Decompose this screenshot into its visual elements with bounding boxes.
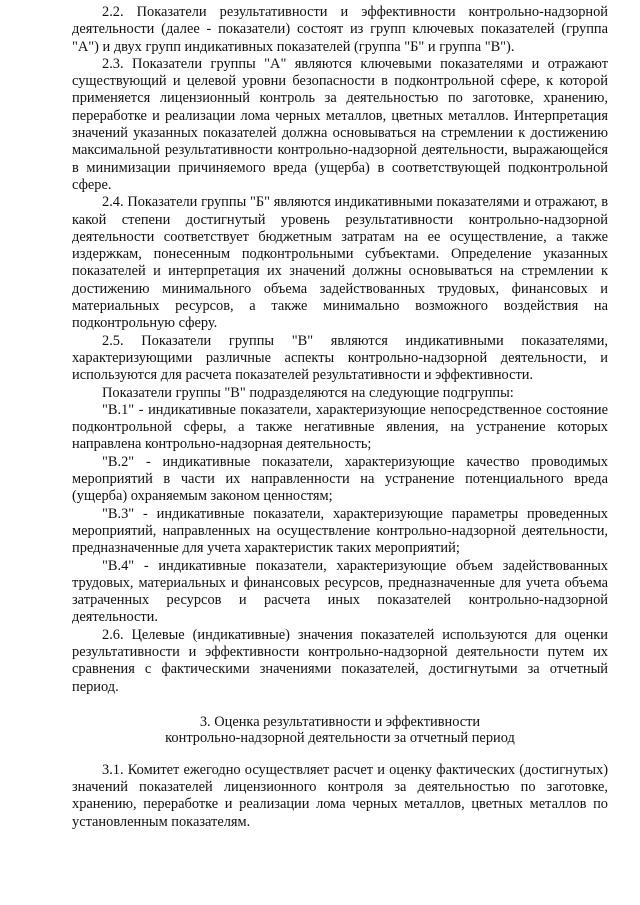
section-heading [72, 714, 608, 747]
paragraph-2-4: 2.4. Показатели группы "Б" являются индикативными показателями и отражают, в какой степени достигнутый уровень результативности контрольно-надзорной деятельности соответствует бюджетным затратам на ее осуществление, а также издержкам, понесенным подконтрольными субъектами. Определение указанных показателей и интерпретация их значений должны основываться на стремлении к достижению минимального объема задействованных трудовых, финансовых и материальных ресурсов, а также минимально возможного воздействия на подконтрольную сферу. [72, 194, 608, 332]
paragraph-group-v-intro: Показатели группы "В" подразделяются на следующие подгруппы: [102, 384, 514, 401]
document-page [72, 4, 608, 831]
paragraph-2-2: 2.2. Показатели результативности и эффективности контрольно-надзорной деятельности (далее - показатели) состоят из групп ключевых показателей (группа "А") и двух групп индикативных показателей (группа "Б" и группа "В"). [72, 4, 608, 55]
section-heading-line-2: контрольно-надзорной деятельности за отчетный период [165, 730, 515, 747]
paragraph-2-3: 2.3. Показатели группы "А" являются ключевыми показателями и отражают существующий и целевой уровни безопасности в подконтрольной сфере, к которой применяется лицензионный контроль за деятельностью по заготовке, хранению, переработке и реализации лома черных металлов, цветных металлов. Интерпретация значений указанных показателей должна основываться на стремлении к достижению максимальной результативности контрольно-надзорной деятельности, выражающейся в минимизации причиняемого вреда (ущерба) в соответствующей подконтрольной сфере. [72, 55, 608, 193]
section-heading-line-1: 3. Оценка результативности и эффективности [199, 713, 481, 730]
paragraph-v2: "В.2" - индикативные показатели, характеризующие качество проводимых мероприятий в части их направленности на устранение потенциального вреда (ущерба) охраняемым законом ценностям; [72, 453, 608, 505]
paragraph-v1: "В.1" - индикативные показатели, характеризующие непосредственное состояние подконтрольной сферы, а также негативные явления, на устранение которых направлена контрольно-надзорная деятельность; [72, 401, 608, 453]
paragraph-2-5: 2.5. Показатели группы "В" являются индикативными показателями, характеризующими различные аспекты контрольно-надзорной деятельности, и используются для расчета показателей результативности и эффективности. [72, 332, 608, 384]
paragraph-v4: "В.4" - индикативные показатели, характеризующие объем задействованных трудовых, материальных и финансовых ресурсов, предназначенные для учета объема затраченных ресурсов и расчета иных показателей контрольно-надзорной деятельности. [72, 557, 608, 626]
paragraph-2-6: 2.6. Целевые (индикативные) значения показателей используются для оценки результативности и эффективности контрольно-надзорной деятельности путем их сравнения с фактическими значениями показателей, достигнутыми за отчетный период. [72, 626, 608, 695]
paragraph-3-1: 3.1. Комитет ежегодно осуществляет расчет и оценку фактических (достигнутых) значений показателей лицензионного контроля за деятельностью по заготовке, хранению, переработке и реализации лома черных металлов, цветных металлов по установленным показателям. [72, 761, 608, 830]
paragraph-v3: "В.3" - индикативные показатели, характеризующие параметры проведенных мероприятий, направленных на осуществление контрольно-надзорной деятельности, предназначенные для учета характеристик таких мероприятий; [72, 505, 608, 557]
